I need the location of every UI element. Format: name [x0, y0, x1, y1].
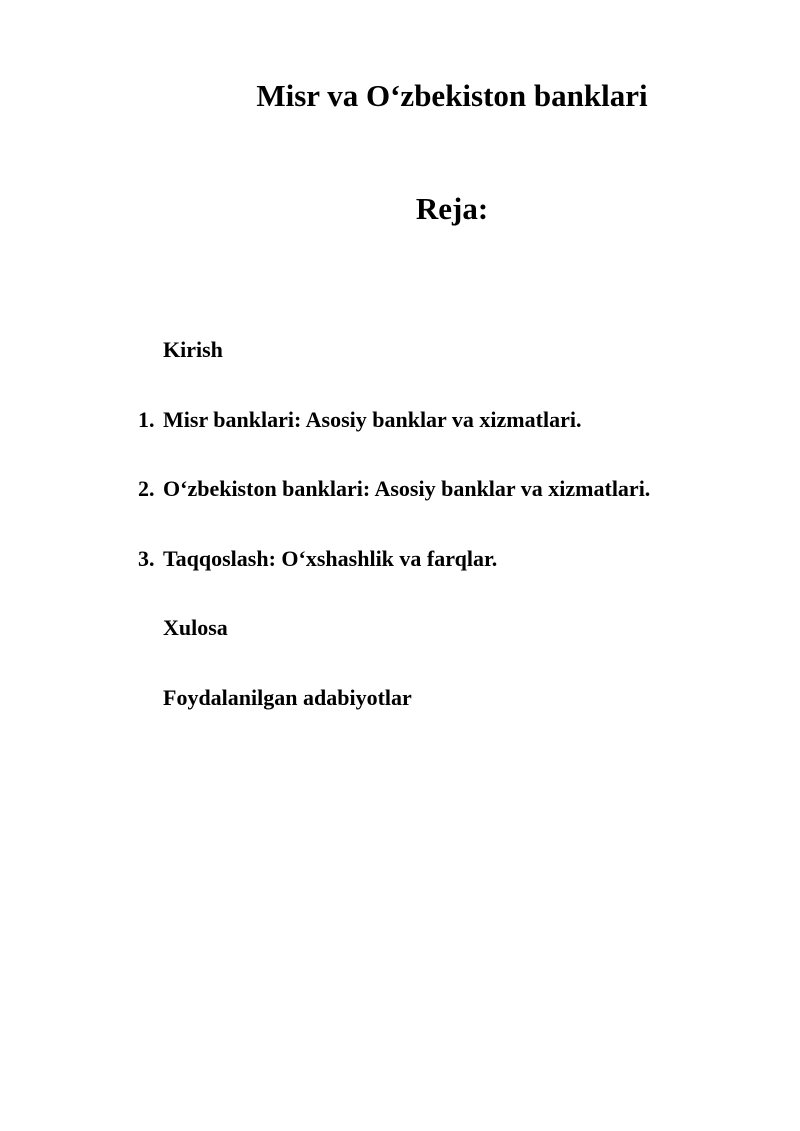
plan-list: [0, 335, 800, 753]
plan-item-number: 1.: [138, 406, 155, 432]
plan-item-text: Foydalanilgan adabiyotlar: [163, 684, 412, 710]
plan-item-comparison: [0, 544, 800, 614]
plan-item-egypt-banks: [0, 405, 800, 475]
plan-item-references: [0, 683, 800, 753]
plan-item-number: 2.: [138, 476, 155, 502]
plan-heading: Reja:: [415, 191, 489, 226]
plan-item-uzbekistan-banks: [0, 474, 800, 544]
plan-item-text: Misr banklari: Asosiy banklar va xizmatlari.: [163, 406, 582, 432]
plan-item-text: Kirish: [163, 337, 223, 362]
plan-item-number: 3.: [138, 545, 155, 571]
plan-item-text: O‘zbekiston banklari: Asosiy banklar va xizmatlari.: [163, 476, 651, 502]
plan-item-conclusion: [0, 613, 800, 683]
plan-item-text: Taqqoslash: O‘xshashlik va farqlar.: [163, 545, 498, 571]
plan-item-introduction: [0, 335, 800, 405]
document-title: Misr va O‘zbekiston banklari: [256, 78, 648, 113]
plan-item-text: Xulosa: [163, 615, 228, 641]
